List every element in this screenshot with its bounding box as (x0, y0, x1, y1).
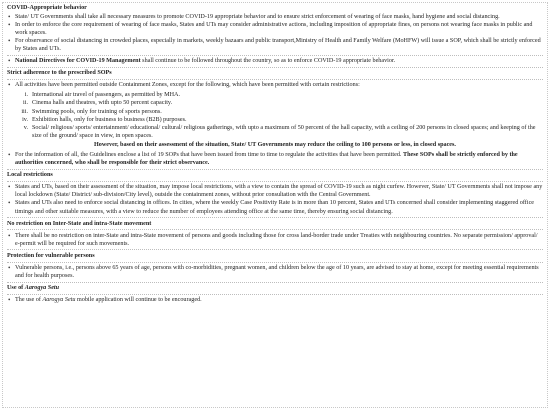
divider (7, 217, 543, 218)
divider (7, 294, 543, 295)
sub-item (7, 108, 543, 116)
divider (7, 282, 543, 283)
list-item: • For observance of social distancing in crowded places, especially in markets, weekly bazaars and public transport,Ministry of Health and Family Welfare (MoHFW) will issue a SOP, which shall be strictly enforced by States and UTs. (7, 37, 543, 53)
aarogya-text-rest: mobile application will continue to be encouraged. (75, 297, 202, 304)
sub-item (7, 91, 543, 99)
list-item: • There shall be no restriction on inter-State and intra-State movement of persons and goods including those for cross land-border trade under Treaties with neighbouring countries. No separate permission/ approval/ e-permit will be required for such movements. (7, 232, 543, 248)
aarogya-app-name: Aarogya Setu (42, 297, 76, 304)
divider (7, 229, 543, 230)
sub-item (7, 116, 543, 124)
national-directives-label: National Directives for COVID-19 Management (15, 58, 141, 65)
section-heading-aarogya-setu (7, 284, 543, 292)
section-heading-local-restrictions: Local restrictions (7, 172, 53, 179)
divider (7, 55, 543, 56)
sub-item-text: Social/ religious/ sports/ entertainment/ educational/ cultural/ religious gatherings, with upto a maximum of 50 percent of the hall capacity, with a ceiling of 200 persons in closed spaces; and keeping of the size of the ground/ space in view, in open spaces. (32, 124, 536, 139)
guidelines-document (2, 2, 548, 408)
sub-item (7, 124, 543, 140)
list-item: • In order to enforce the core requirement of wearing of face masks, States and UTs may consider administrative actions, including imposition of appropriate fines, on persons not wearing face masks in public and work spaces. (7, 21, 543, 37)
list-item: • All activities have been permitted outside Containment Zones, except for the following, which have been permitted with certain restrictions: (7, 81, 543, 89)
aarogya-heading-app-name: Aarogya Setu (24, 285, 60, 292)
sub-item (7, 99, 543, 107)
sub-item-number: v. (23, 124, 28, 131)
national-directives-text: shall continue to be followed throughout the country, so as to enforce COVID-19 appropriate behavior. (140, 58, 396, 65)
list-item-national-directives (7, 57, 543, 65)
aarogya-text-prefix: The use of (15, 297, 43, 304)
list-item: • States and UTs also need to enforce social distancing in offices. In cities, where the weekly Case Positivity Rate is in more than 10 percent, States and UTs concerned shall consider implementing staggered office timings and other suitable measures, with a view to reduce the number of employees attending office at the same time, thereby ensuring social distancing. (7, 199, 543, 215)
list-item: • State/ UT Governments shall take all necessary measures to promote COVID-19 appropriate behavior and to ensure strict enforcement of wearing of face masks, hand hygiene and social distancing. (7, 13, 543, 21)
sub-item-text: Cinema halls and theatres, with upto 50 percent capacity. (32, 100, 173, 107)
divider (7, 181, 543, 182)
divider (7, 262, 543, 263)
list-item: • Vulnerable persons, i.e., persons above 65 years of age, persons with co-morbidities, pregnant women, and children below the age of 10 years, are advised to stay at home, except for meeting essential requirements and for health purposes. (7, 264, 543, 280)
sops-text: For the information of all, the Guidelines enclose a list of 19 SOPs that have been issued from time to time to regulate the activities that have been permitted. (15, 152, 403, 158)
list-item-sops (7, 151, 543, 167)
list-item: • States and UTs, based on their assessment of the situation, may impose local restrictions, with a view to contain the spread of COVID-19 such as night curfew. However, State/ UT Governments shall not impose any local lockdown (State/ District/ sub-division/City level), outside the containment zones, without prior consultation with the Central Government. (7, 183, 543, 199)
sub-item-text: International air travel of passengers, as permitted by MHA. (32, 92, 181, 99)
sub-item-number: i. (24, 92, 28, 99)
section-heading-movement: No restriction on Inter-State and intra-State movement (7, 220, 152, 227)
sops-enforcement-text: These SOPs shall be strictly enforced by the authorities concerned, who shall be responsible for their strict observance. (15, 152, 518, 167)
sub-item-number: ii. (23, 100, 28, 107)
aarogya-heading-prefix: Use of (7, 285, 25, 292)
sub-item-number: iv. (22, 116, 28, 123)
divider (7, 249, 543, 250)
ceiling-note: However, based on their assessment of the situation, State/ UT Governments may reduce the ceiling to 100 persons or less, in closed spaces. (94, 141, 456, 148)
section-heading-sops: Strict adherence to the prescribed SOPs (7, 70, 112, 77)
sub-item-number: iii. (21, 108, 28, 115)
section-heading-vulnerable: Protection for vulnerable persons (7, 252, 95, 259)
section-heading-covid-behavior: COVID-Appropriate behavior (7, 5, 87, 11)
divider (7, 67, 543, 68)
sub-item-text: Swimming pools, only for training of sports persons. (32, 108, 162, 115)
divider (7, 169, 543, 170)
divider (7, 79, 543, 80)
list-item-aarogya-setu (7, 296, 543, 304)
sub-item-text: Exhibition halls, only for business to business (B2B) purposes. (32, 116, 187, 123)
